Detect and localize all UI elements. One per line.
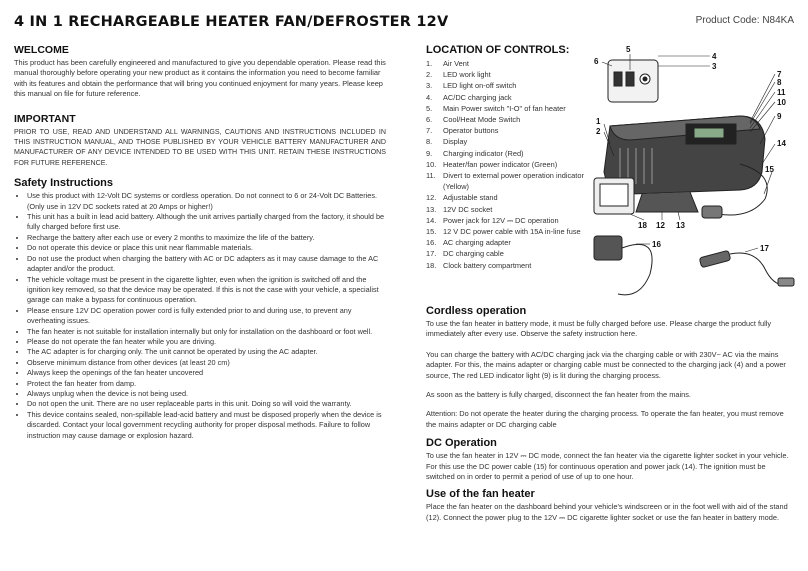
product-code: Product Code: N84KA xyxy=(695,15,794,26)
welcome-text: This product has been carefully engineered and manufactured to give you dependable operation. Please read this manual thoroughly before operating your new product as it contains the information you need to become familiar with its features and obtain the performance that will bring you continued enjoyment for many years. Please keep this manual on file for future reference. xyxy=(14,58,386,99)
list-item: 3. LED light on-off switch xyxy=(426,81,517,91)
list-item: • Recharge the battery after each use or every 2 months to maximize the life of the battery. xyxy=(27,233,386,243)
product-diagram xyxy=(590,44,800,309)
safety-list xyxy=(14,191,386,441)
callout-11: 11 xyxy=(777,88,786,97)
callout-7: 7 xyxy=(777,70,782,79)
dc-text: To use the fan heater in 12V ⎓ DC mode, connect the fan heater via the cigarette lighter socket in your vehicle. For this use the DC power cable (15) for continuous operation and power jack (14). The ignition must be switched on in order to permit a period of use of up to one hour. xyxy=(426,451,789,482)
usage-heading: Use of the fan heater xyxy=(426,488,535,501)
callout-8: 8 xyxy=(777,78,782,87)
list-item: 17. DC charging cable xyxy=(426,249,504,259)
list-item: • Observe minimum distance from other devices (at least 20 cm) xyxy=(27,358,386,368)
callout-12: 12 xyxy=(656,221,665,230)
controls-heading: LOCATION OF CONTROLS: xyxy=(426,44,570,56)
list-item: 9. Charging indicator (Red) xyxy=(426,148,524,158)
list-item: 5. Main Power switch "I-O" of fan heater xyxy=(426,103,566,113)
operation-sections xyxy=(426,305,796,527)
callout-2: 2 xyxy=(596,127,601,136)
list-item: 12. Adjustable stand xyxy=(426,193,498,203)
usage-text: Place the fan heater on the dashboard behind your vehicle's windscreen or in the foot well with aid of the stand (12). Connect the power plug to the 12V ⎓ DC cigarette lighter socket or use the fan heater in battery mode. xyxy=(426,502,788,522)
list-item: 14. Power jack for 12V ⎓ DC operation xyxy=(426,215,559,225)
list-item: 10. Heater/fan power indicator (Green) xyxy=(426,159,558,169)
list-item: • The AC adapter is for charging only. The unit cannot be operated by using the AC adapter. xyxy=(27,347,386,357)
callout-13: 13 xyxy=(676,221,685,230)
cordless-text-3: As soon as the battery is fully charged, disconnect the fan heater from the mains. xyxy=(426,390,691,400)
important-text: PRIOR TO USE, READ AND UNDERSTAND ALL WARNINGS, CAUTIONS AND INSTRUCTIONS INCLUDED IN THIS INSTRUCTION MANUAL, AND THOSE PUBLISHED BY YOUR VEHICLE BATTERY MANUFACTURER AND MANUFACTURER OF ANY DEVICE INTENDED TO BE USED WITH THIS UNIT. RETAIN THESE INSTRUCTIONS FOR FUTURE REFERENCE. xyxy=(14,127,386,167)
list-item: 4. AC/DC charging jack xyxy=(426,92,512,102)
callout-5: 5 xyxy=(626,45,631,54)
dc-charging-cable xyxy=(699,250,731,267)
cordless-text-2: You can charge the battery with AC/DC charging jack via the charging cable or with 230V~ AC via the mains adapter. For this, the mains adapter or charging cable must be connected to the charging jack (4) and a power source, The red LED indicator light (9) is lit during the charging process. xyxy=(426,349,786,380)
list-item: • Always unplug when the device is not being used. xyxy=(27,389,386,399)
controls-list xyxy=(426,58,606,271)
list-item: 2. LED work light xyxy=(426,70,491,80)
list-item: 7. Operator buttons xyxy=(426,126,499,136)
callout-15: 15 xyxy=(765,165,774,174)
ac-adapter xyxy=(594,236,622,260)
list-item: 11. Divert to external power operation indicator (Yellow) xyxy=(426,171,584,192)
list-item: 1. Air Vent xyxy=(426,59,469,68)
list-item: • This device contains sealed, non-spillable lead-acid battery and must be disposed properly when the device is discarded. Contact your local government recycling authority for proper disposal methods. Failure to follow instruction may cause damage or explosion hazard. xyxy=(27,410,386,441)
list-item: • Do not operate this device or place this unit near flammable materials. xyxy=(27,243,386,253)
list-item: 6. Cool/Heat Mode Switch xyxy=(426,115,521,125)
callout-18: 18 xyxy=(638,221,647,230)
list-item: 18. Clock battery compartment xyxy=(426,260,532,270)
callout-3: 3 xyxy=(712,62,717,71)
callout-9: 9 xyxy=(777,112,782,121)
cordless-text-4: Attention: Do not operate the heater during the charging process. To operate the fan heater, you must remove the mains adapter or DC charging cable xyxy=(426,409,784,429)
manual-title: 4 IN 1 RECHARGEABLE HEATER FAN/DEFROSTER 12V xyxy=(14,14,449,30)
callout-4: 4 xyxy=(712,52,717,61)
list-item: • Always keep the openings of the fan heater uncovered xyxy=(27,368,386,378)
left-column xyxy=(14,44,386,441)
callout-10: 10 xyxy=(777,98,786,107)
cordless-text-1: To use the fan heater in battery mode, it must be fully charged before use. Please charge the product fully immediately after every use. Observe the safety instruction here. xyxy=(426,319,772,339)
list-item: • Please ensure 12V DC operation power cord is fully extended prior to and during use, to prevent any overheating issues. xyxy=(27,306,386,327)
list-item: • Do not use the product when charging the battery with AC or DC adapters as it may cause damage to the AC adapter and/or the product. xyxy=(27,254,386,275)
callout-17: 17 xyxy=(760,244,769,253)
safety-heading: Safety Instructions xyxy=(14,177,114,190)
callout-14: 14 xyxy=(777,139,786,148)
list-item: • Please do not operate the fan heater while you are driving. xyxy=(27,337,386,347)
list-item: • The vehicle voltage must be present in the cigarette lighter, even when the ignition is switched off and the ignition key removed, so that the device may be operated. If this is not the case with your vehicle, a specialist garage can make a bypass for continuous operation. xyxy=(27,275,386,306)
lighter-plug xyxy=(702,206,722,218)
cordless-heading: Cordless operation xyxy=(426,305,527,317)
callout-1: 1 xyxy=(596,117,601,126)
list-item: • Do not open the unit. There are no user replaceable parts in this unit. Doing so will void the warranty. xyxy=(27,399,386,409)
list-item: • Use this product with 12-Volt DC systems or cordless operation. Do not connect to 6 or 24-Volt DC Batteries. (Only use in 12V DC sockets rated at 20 Amps or higher!) xyxy=(27,191,386,212)
dc-heading: DC Operation xyxy=(426,437,497,450)
list-item: 16. AC charging adapter xyxy=(426,238,511,248)
list-item: • Protect the fan heater from damp. xyxy=(27,379,386,389)
list-item: 8. Display xyxy=(426,137,468,147)
important-heading: IMPORTANT xyxy=(14,112,76,125)
list-item: • This unit has a built in lead acid battery. Although the unit arrives partially charged from the factory, it should be fully charged before first use. xyxy=(27,212,386,233)
welcome-heading: WELCOME xyxy=(14,44,69,56)
callout-16: 16 xyxy=(652,240,661,249)
list-item: 13. 12V DC socket xyxy=(426,204,493,214)
list-item: 15. 12 V DC power cable with 15A in-line fuse xyxy=(426,227,581,237)
list-item: • The fan heater is not suitable for installation internally but only for installation on the dashboard or foot well. xyxy=(27,327,386,337)
callout-6: 6 xyxy=(594,57,599,66)
